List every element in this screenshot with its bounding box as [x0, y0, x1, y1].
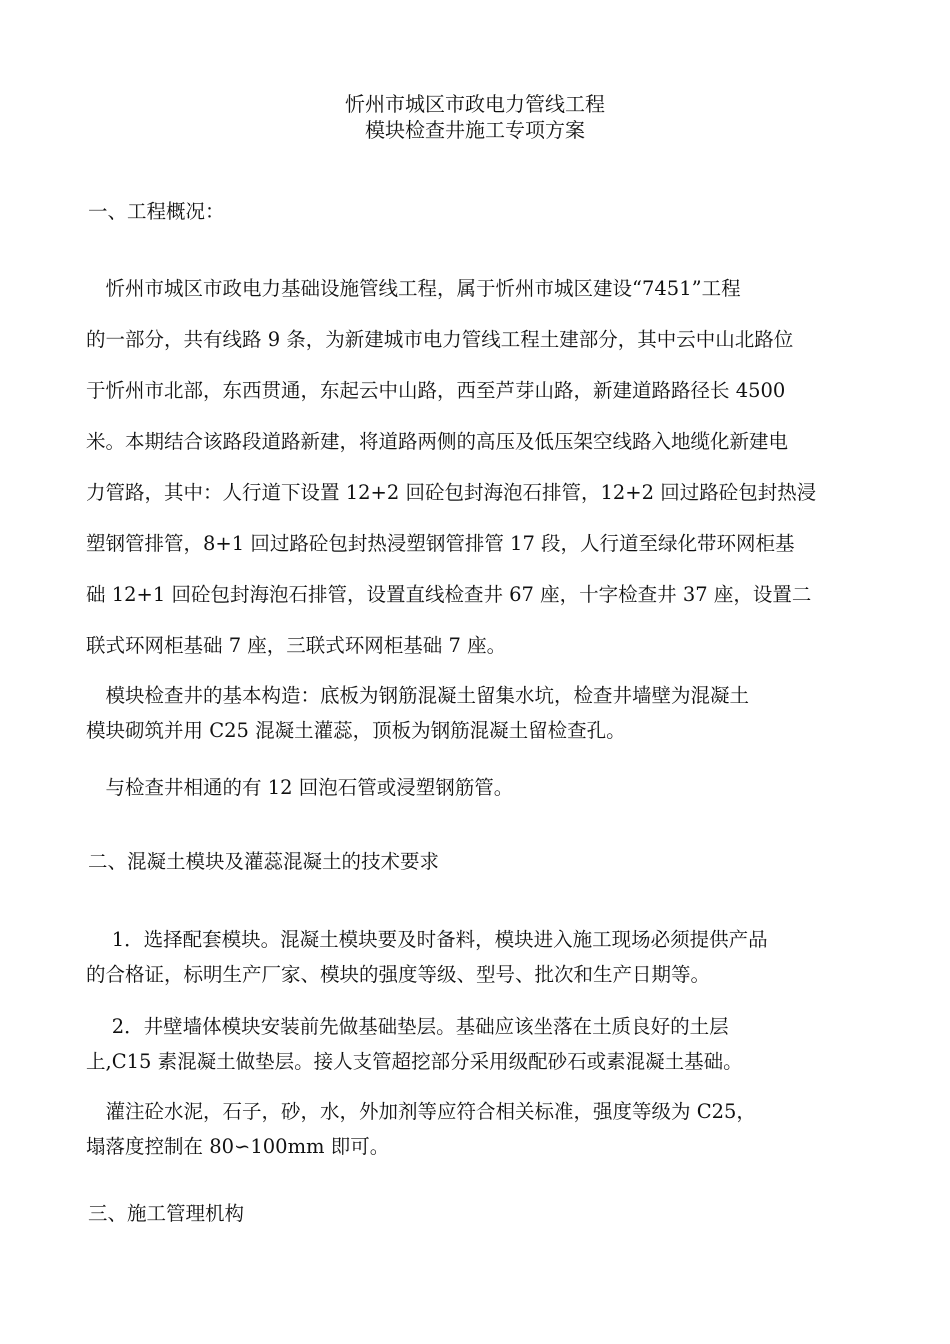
- paragraph-line: 模块砌筑并用 C25 混凝土灌蕊，顶板为钢筋混凝土留检查孔。: [86, 719, 626, 742]
- paragraph-line: 塑钢管排管，8+1 回过路砼包封热浸塑钢管排管 17 段，人行道至绿化带环网柜基: [86, 532, 795, 555]
- paragraph-line: 塌落度控制在 80∽100mm 即可。: [86, 1135, 390, 1158]
- section2-item-1: [86, 922, 866, 992]
- section2-item-2: [86, 1009, 866, 1079]
- paragraph-line: 的合格证，标明生产厂家、模块的强度等级、型号、批次和生产日期等。: [86, 963, 711, 986]
- paragraph-line: 的一部分，共有线路 9 条，为新建城市电力管线工程土建部分，其中云中山北路位: [86, 328, 794, 351]
- section2-paragraph-concrete: [86, 1094, 866, 1164]
- section1-paragraph-pipes: [86, 770, 866, 805]
- paragraph-line: 于忻州市北部，东西贯通，东起云中山路，西至芦芽山路，新建道路路径长 4500: [86, 379, 786, 402]
- document-title-line2: 模块检查井施工专项方案: [365, 118, 585, 142]
- paragraph-line: 与检查井相通的有 12 回泡石管或浸塑钢筋管。: [86, 776, 514, 799]
- paragraph-line: 模块检查井的基本构造：底板为钢筋混凝土留集水坑，检查井墙壁为混凝土: [86, 684, 750, 707]
- paragraph-line: 忻州市城区市政电力基础设施管线工程，属于忻州市城区建设“7451”工程: [86, 277, 741, 300]
- paragraph-line: 力管路，其中：人行道下设置 12+2 回砼包封海泡石排管，12+2 回过路砼包封热浸: [86, 481, 817, 504]
- paragraph-line: 1．选择配套模块。混凝土模块要及时备料，模块进入施工现场必须提供产品: [86, 928, 768, 951]
- paragraph-line: 灌注砼水泥，石子，砂，水，外加剂等应符合相关标准，强度等级为 C25，: [86, 1100, 756, 1123]
- paragraph-line: 米。本期结合该路段道路新建，将道路两侧的高压及低压架空线路入地缆化新建电: [86, 430, 789, 453]
- section2-heading: 二、混凝土模块及灌蕊混凝土的技术要求: [88, 850, 440, 873]
- section1-paragraph-structure: [86, 678, 866, 748]
- document-title-line1: 忻州市城区市政电力管线工程: [345, 92, 605, 116]
- paragraph-line: 联式环网柜基础 7 座，三联式环网柜基础 7 座。: [86, 634, 507, 657]
- section3-heading: 三、施工管理机构: [88, 1202, 245, 1225]
- paragraph-line: 础 12+1 回砼包封海泡石排管，设置直线检查井 67 座，十字检查井 37 座，设置二: [86, 583, 812, 606]
- paragraph-line: 上,C15 素混凝土做垫层。接人支管超挖部分采用级配砂石或素混凝土基础。: [86, 1050, 743, 1073]
- section1-paragraph-overview: [86, 263, 866, 671]
- paragraph-line: 2．井壁墙体模块安装前先做基础垫层。基础应该坐落在土质良好的土层: [86, 1015, 729, 1038]
- section1-heading: 一、工程概况：: [88, 200, 225, 223]
